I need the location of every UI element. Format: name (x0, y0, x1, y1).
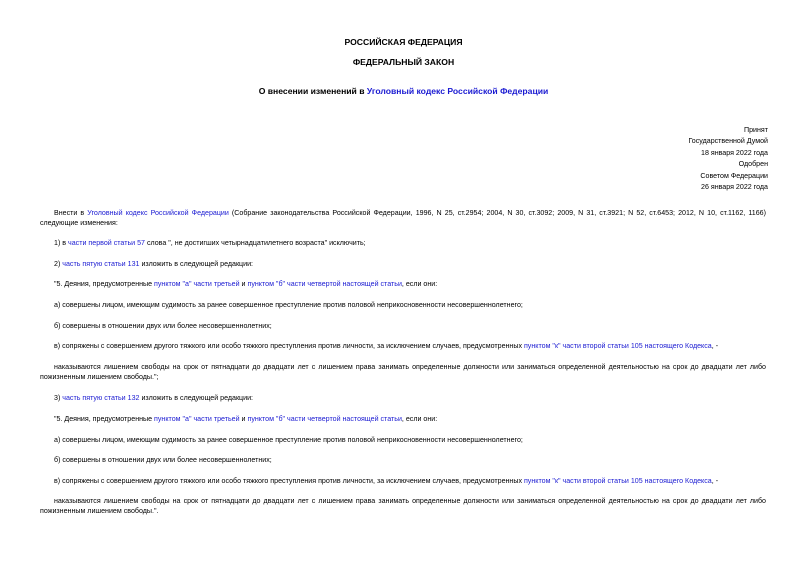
item-1-paragraph: 1) в части первой статьи 57 слова ", не достигших четырнадцатилетнего возраста" исключить; (54, 239, 366, 247)
item-3-point-a-link[interactable]: пунктом "а" части третьей (154, 415, 240, 423)
item-3-point-a-paragraph: а) совершены лицом, имеющим судимость за ранее совершенное преступление против половой неприкосновенности несовершеннолетнего; (54, 436, 523, 444)
adoption-block (688, 125, 768, 193)
item-3-article-105-link[interactable]: пунктом "к" части второй статьи 105 настоящего Кодекса (523, 477, 712, 485)
item-2-point-b-link[interactable]: пунктом "б" части четвертой настоящей статьи (247, 280, 402, 288)
item-3-part-5-paragraph: "5. Деяния, предусмотренные пунктом "а" части третьей и пунктом "б" части четвертой настоящей статьи, если они: (54, 415, 438, 423)
law-title-prefix: О внесении изменений в (258, 86, 367, 96)
adopted-date: 18 января 2022 года (701, 148, 768, 157)
item-2-point-a-paragraph: а) совершены лицом, имеющим судимость за ранее совершенное преступление против половой неприкосновенности несовершеннолетнего; (54, 301, 523, 309)
law-title (0, 86, 807, 97)
country-heading: РОССИЙСКАЯ ФЕДЕРАЦИЯ (344, 37, 463, 47)
law-type-heading: ФЕДЕРАЛЬНЫЙ ЗАКОН (352, 57, 455, 67)
item-2-article-105-link[interactable]: пунктом "к" части второй статьи 105 настоящего Кодекса (523, 342, 712, 350)
article-57-link[interactable]: части первой статьи 57 (68, 239, 145, 247)
item-3-punishment-paragraph: наказываются лишением свободы на срок от пятнадцати до двадцати лет с лишением права занимать определенные должности или заниматься определенной деятельностью на срок до двадцати лет либо пожизненным лишением свободы.". (40, 497, 766, 515)
intro-paragraph: Внести в Уголовный кодекс Российской Федерации (Собрание законодательства Российской Федерации, 1996, N 25, ст.2954; 2004, N 30, ст.3092; 2009, N 31, ст.3921; N 52, ст.6453; 2012, N 10, ст.1162, 1166) следующие изменения: (40, 209, 766, 227)
article-131-link[interactable]: часть пятую статьи 131 (62, 260, 140, 268)
item-2-point-b-paragraph: б) совершены в отношении двух или более несовершеннолетних; (54, 322, 272, 330)
item-3-point-b-paragraph: б) совершены в отношении двух или более несовершеннолетних; (54, 456, 272, 464)
item-3-point-b-link[interactable]: пунктом "б" части четвертой настоящей статьи (247, 415, 402, 423)
adopted-by: Государственной Думой (688, 137, 768, 146)
item-3-point-v-paragraph: в) сопряжены с совершением другого тяжкого или особо тяжкого преступления против личности, за исключением случаев, предусмотренных пунктом "к" части второй статьи 105 настоящего Кодекса, - (54, 477, 719, 485)
approved-date: 26 января 2022 года (701, 183, 768, 192)
item-2-part-5-paragraph: "5. Деяния, предусмотренные пунктом "а" части третьей и пунктом "б" части четвертой настоящей статьи, если они: (54, 280, 438, 288)
criminal-code-link[interactable]: Уголовный кодекс Российской Федерации (87, 209, 229, 217)
item-3-paragraph: 3) часть пятую статьи 132 изложить в следующей редакции: (54, 394, 254, 402)
criminal-code-title-link[interactable]: Уголовный кодекс Российской Федерации (366, 86, 549, 96)
article-132-link[interactable]: часть пятую статьи 132 (62, 394, 140, 402)
item-2-paragraph: 2) часть пятую статьи 131 изложить в следующей редакции: (54, 260, 254, 268)
item-2-punishment-paragraph: наказываются лишением свободы на срок от пятнадцати до двадцати лет с лишением права занимать определенные должности или заниматься определенной деятельностью на срок до двадцати лет либо пожизненным лишением свободы."; (40, 363, 766, 381)
adopted-label: Принят (743, 126, 768, 134)
item-2-point-v-paragraph: в) сопряжены с совершением другого тяжкого или особо тяжкого преступления против личности, за исключением случаев, предусмотренных пунктом "к" части второй статьи 105 настоящего Кодекса, - (54, 342, 719, 350)
approved-by: Советом Федерации (700, 171, 768, 180)
approved-label: Одобрен (738, 160, 768, 169)
item-2-point-a-link[interactable]: пунктом "а" части третьей (154, 280, 240, 288)
